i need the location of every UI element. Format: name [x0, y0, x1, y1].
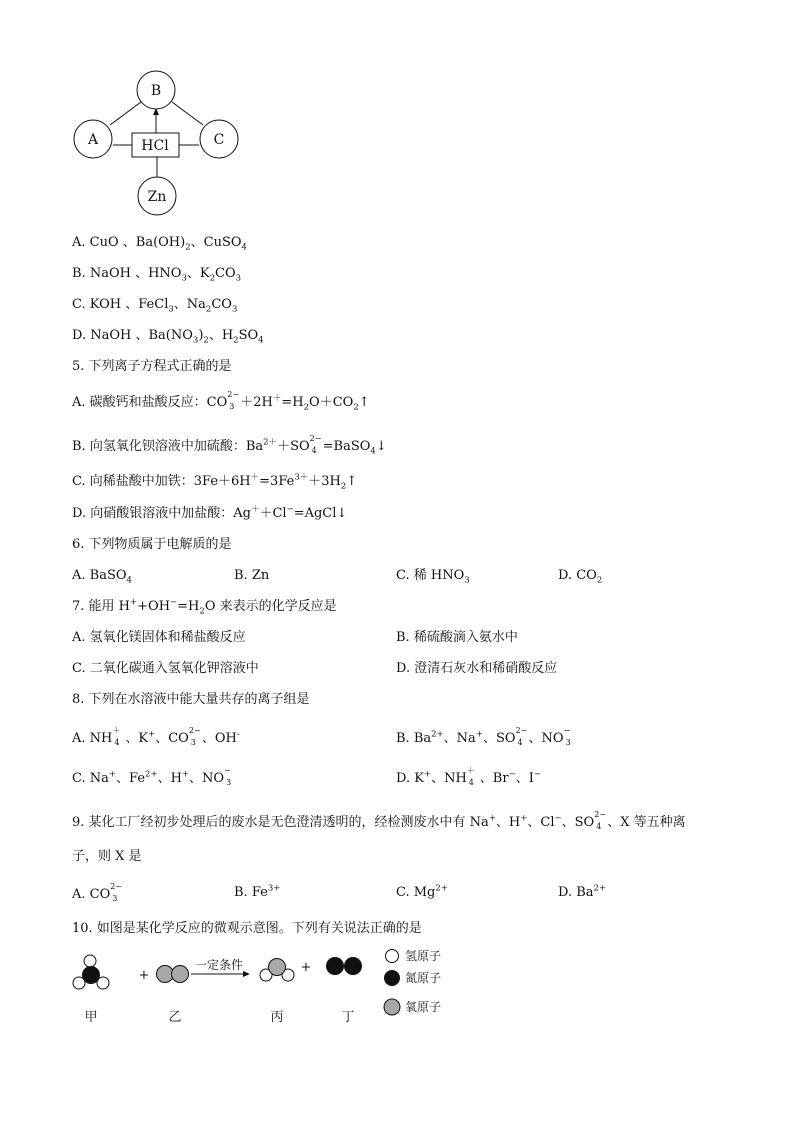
node-zn-label: Zn: [147, 189, 167, 205]
q6-option-c[interactable]: C. 稀 $HNO_3$: [396, 568, 470, 586]
q7-option-b[interactable]: B. 稀硫酸滴入氨水中: [396, 630, 518, 645]
option-label: B.: [72, 266, 90, 281]
plus-sign: +: [138, 968, 150, 983]
legend-hydrogen-label: 氢原子: [405, 949, 442, 963]
q5-option-b[interactable]: B. 向氢氧化钡溶液中加硫酸：$Ba^{2+}+SO$ 2− 4 =BaSO$_4$↓: [72, 434, 387, 457]
label-yi: 乙: [168, 1010, 182, 1025]
option-label: C.: [72, 474, 90, 489]
oxygen-atom-icon: [269, 959, 286, 976]
q4-option-d[interactable]: D. NaOH 、$Ba(NO_3)_2$、$H_2SO_4$: [72, 328, 264, 346]
stem-tail: 、X 等五种离: [607, 815, 686, 830]
label-bing: 丙: [270, 1010, 284, 1025]
molecule-bing: [260, 959, 294, 982]
q5-option-a[interactable]: A. 碳酸钙和盐酸反应：CO 2− 3 $+2H^+=H_2O+CO_2↑$: [72, 390, 370, 413]
molecule-jia: [73, 955, 109, 989]
legend-hydrogen-icon: [386, 950, 399, 963]
hydrogen-atom-icon: [84, 955, 96, 967]
q8-stem: 8. 下列在水溶液中能大量共存的离子组是: [72, 692, 310, 707]
stem-suffix: O 来表示的化学反应是: [204, 599, 337, 614]
q9-option-c[interactable]: C. $Mg^{2+}$: [396, 883, 448, 900]
legend-oxygen-icon: [384, 999, 400, 1015]
oxygen-atom-icon: [172, 966, 189, 983]
q6-option-b[interactable]: [234, 567, 269, 585]
option-label: A.: [72, 395, 90, 410]
reaction-relation-diagram: [0, 0, 794, 230]
option-label: C.: [72, 297, 90, 312]
option-text: 向氢氧化钡溶液中加硫酸：Ba: [89, 439, 264, 454]
reaction-arrow-icon: [243, 971, 250, 977]
option-text: CuO 、Ba(OH): [89, 235, 186, 250]
option-label: D.: [72, 506, 91, 521]
q7-stem: 7. 能用 $H^++OH^-=H_2O$ 来表示的化学反应是: [72, 597, 337, 617]
option-label: D.: [72, 328, 91, 343]
option-label: D.: [396, 771, 415, 786]
q8-option-a[interactable]: A. NH ＋ 4 、K+、CO 2− 3 、OH-: [72, 726, 240, 747]
q8-option-c[interactable]: C. Na+、$Fe^{2+}$、H+、NO − 3: [72, 766, 232, 787]
q9-stem-line1: 9. 某化工厂经初步处理后的废水是无色澄清透明的，经检测废水中有 Na+、H+、Cl−、SO 2− 4 、X 等五种离: [72, 810, 686, 831]
option-text: KOH 、FeCl: [89, 297, 169, 312]
option-text: NaOH 、HNO: [89, 266, 182, 281]
nitrogen-atom-icon: [344, 957, 362, 975]
option-text: 向稀盐酸中加铁：3Fe＋6H: [89, 474, 251, 489]
label-jia: 甲: [84, 1010, 98, 1025]
node-c-label: C: [213, 132, 225, 148]
legend-nitrogen-label: 氮原子: [405, 971, 442, 985]
option-label: A.: [72, 235, 90, 250]
q7-option-a[interactable]: A. 氢氧化镁固体和稀盐酸反应: [72, 630, 246, 645]
q7-option-d[interactable]: D. 澄清石灰水和稀硝酸反应: [396, 661, 558, 676]
micro-reaction-diagram: [0, 945, 794, 1035]
option-text: A. BaSO: [72, 568, 127, 583]
molecule-yi: [157, 966, 189, 983]
option-text: C. Mg: [396, 885, 436, 900]
q4-option-c[interactable]: C. KOH 、FeCl$_3$、$Na_2CO_3$: [72, 297, 238, 315]
q7-option-c[interactable]: C. 二氧化碳通入氢氧化钾溶液中: [72, 661, 259, 676]
option-text: B. Zn: [234, 568, 270, 583]
q6-option-d[interactable]: D. $CO_2$: [558, 568, 603, 586]
option-text: A. CO: [72, 887, 111, 902]
reaction-condition: 一定条件: [194, 958, 244, 972]
q4-option-a[interactable]: A. CuO 、$Ba(OH)_2$、CuSO$_4$: [72, 235, 247, 253]
q6-stem: 6. 下列物质属于电解质的是: [72, 537, 232, 552]
option-label: B.: [72, 439, 90, 454]
option-text: 向硝酸银溶液中加盐酸：Ag: [90, 506, 251, 521]
stem-text: 9. 某化工厂经初步处理后的废水是无色澄清透明的，经检测废水中有 Na: [72, 815, 489, 830]
option-text: 碳酸钙和盐酸反应：CO: [89, 395, 228, 410]
q8-option-d[interactable]: D. K+、NH ＋ 4 、Br−、I−: [396, 766, 541, 787]
option-text: C. 稀 HNO: [396, 568, 465, 583]
q5-option-d[interactable]: D. 向硝酸银溶液中加盐酸：Ag＋＋Cl−=AgCl↓: [72, 504, 348, 521]
q5-option-c[interactable]: C. 向稀盐酸中加铁：$3Fe+6H^+=3Fe^{3+}+3H_2↑$: [72, 472, 358, 492]
q10-stem: 10. 如图是某化学反应的微观示意图。下列有关说法正确的是: [72, 921, 422, 936]
q9-option-d[interactable]: D. $Ba^{2+}$: [558, 883, 607, 900]
option-text: D. CO: [558, 568, 597, 583]
option-text: D. Ba: [558, 885, 594, 900]
q9-option-b[interactable]: B. $Fe^{3+}$: [234, 883, 281, 900]
q6-option-a[interactable]: A. BaSO$_4$: [72, 568, 132, 586]
option-label: C.: [72, 771, 90, 786]
edge-b-a: [110, 102, 141, 125]
option-label: B.: [396, 731, 414, 746]
molecule-ding: [326, 957, 362, 975]
q5-stem: 5. 下列离子方程式正确的是: [72, 359, 232, 374]
legend-nitrogen-icon: [384, 970, 400, 986]
legend-oxygen-label: 氧原子: [405, 1000, 442, 1014]
q9-stem-line2: 子，则 X 是: [72, 849, 142, 864]
node-b-label: B: [150, 83, 162, 99]
q9-option-a[interactable]: A. CO 2− 3: [72, 882, 123, 903]
option-text: B. Fe: [234, 885, 268, 900]
edge-b-c: [172, 102, 203, 125]
nitrogen-atom-icon: [326, 957, 344, 975]
label-ding: 丁: [341, 1010, 355, 1025]
oxygen-atom-icon: [157, 966, 174, 983]
hcl-label: HCl: [141, 138, 169, 154]
node-a-label: A: [87, 132, 99, 148]
plus-sign: +: [300, 960, 312, 975]
q4-option-b[interactable]: B. NaOH 、$HNO_3$、$K_2CO_3$: [72, 266, 242, 284]
stem-prefix: 7. 能用 H: [72, 599, 131, 614]
option-label: A.: [72, 731, 90, 746]
q8-option-b[interactable]: B. $Ba^{2+}$、Na+、SO 2− 4 、NO − 3: [396, 726, 571, 747]
nitrogen-atom-icon: [82, 966, 100, 984]
option-text: NaOH 、Ba(NO: [90, 328, 193, 343]
